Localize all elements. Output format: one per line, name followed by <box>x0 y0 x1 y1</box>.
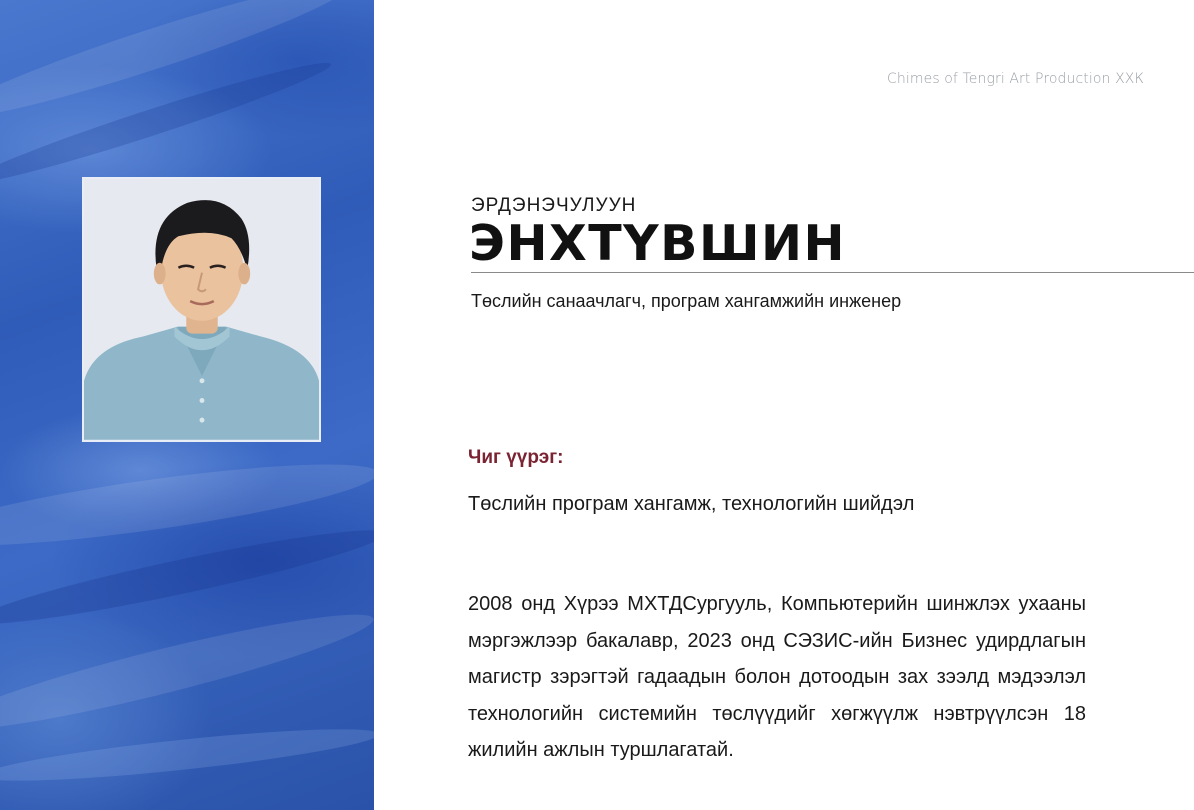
decorative-blue-panel <box>0 0 374 810</box>
person-portrait-icon <box>84 179 319 440</box>
last-name: ЭНХТҮВШИН <box>469 215 847 272</box>
bio-paragraph: 2008 онд Хүрээ МХТДСургууль, Компьютерийн шинжлэх ухааны мэргэжлээр бакалавр, 2023 онд СЭЗИС-ийн Бизнес удирдлагын магистр зэрэгтэй гадаадын болон дотоодын зах зээлд мэдээлэл технологийн системийн төслүүдийг хөгжүүлж нэвтрүүлсэн 18 жилийн ажлын туршлагатай. <box>468 593 1086 761</box>
first-name: ЭРДЭНЭЧУЛУУН <box>471 195 637 216</box>
paint-stroke <box>0 597 374 746</box>
paint-stroke <box>0 719 374 791</box>
duties-text: Төслийн програм хангамж, технологийн шийдэл <box>468 493 915 515</box>
profile-photo <box>82 177 321 442</box>
role-title: Төслийн санаачлагч, програм хангамжийн инженер <box>471 291 902 311</box>
company-name: Chimes of Tengri Art Production ХХК <box>887 71 1144 87</box>
duties-label: Чиг үүрэг: <box>468 447 564 468</box>
divider <box>471 272 1194 273</box>
